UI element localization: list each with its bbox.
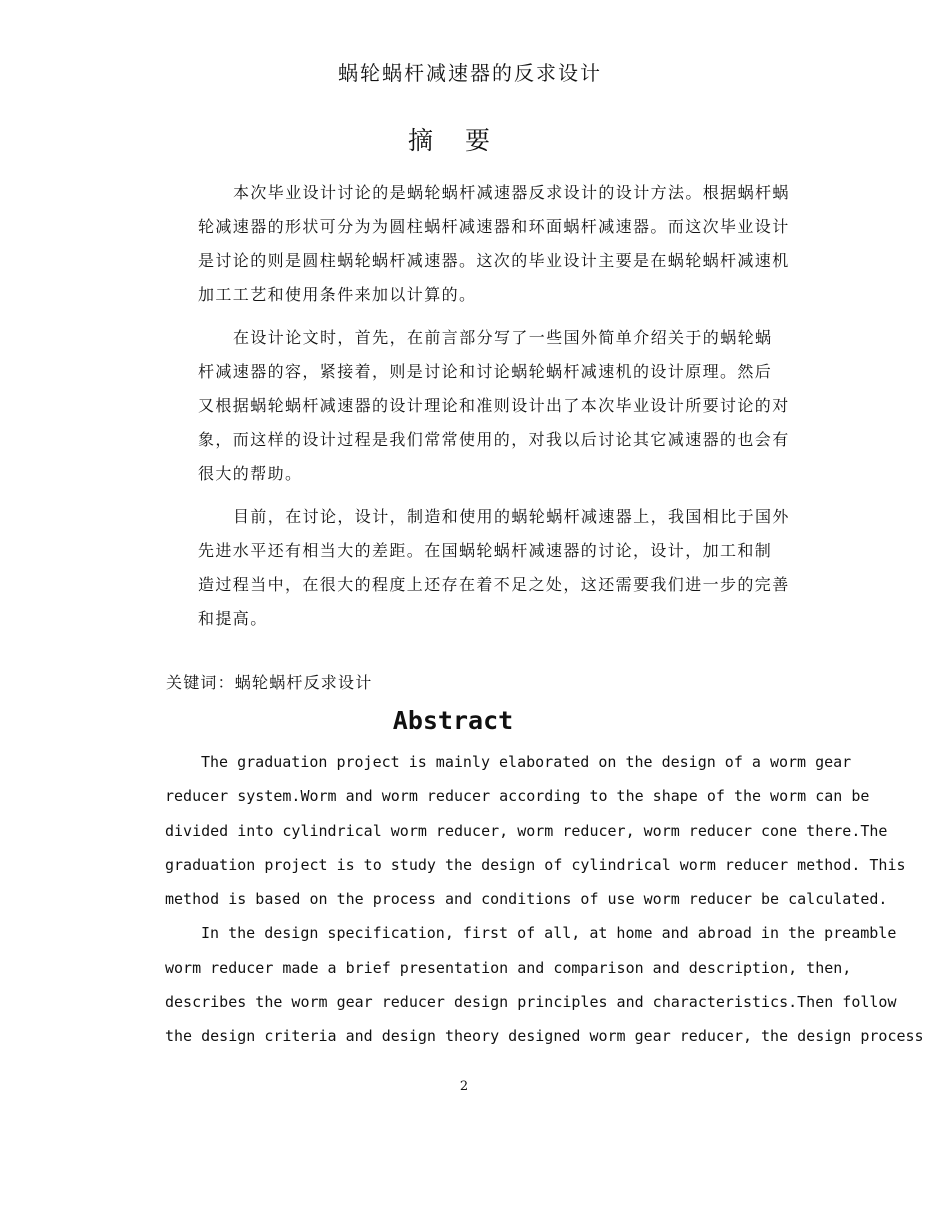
- chinese-abstract-paragraph-2: [166, 321, 790, 491]
- chinese-abstract-line: 是讨论的则是圆柱蜗轮蜗杆减速器。这次的毕业设计主要是在蜗轮蜗杆减速机: [198, 251, 790, 270]
- chinese-abstract-line: 和提高。: [198, 609, 268, 628]
- chinese-abstract-line: 先进水平还有相当大的差距。在国蜗轮蜗杆减速器的讨论，设计，加工和制: [198, 541, 773, 560]
- chinese-abstract-line: 造过程当中，在很大的程度上还存在着不足之处，这还需要我们进一步的完善: [198, 575, 790, 594]
- chinese-abstract-line: 在设计论文时，首先，在前言部分写了一些国外简单介绍关于的蜗轮蜗: [233, 328, 773, 347]
- english-abstract-heading: Abstract: [392, 706, 514, 735]
- chinese-abstract-heading: 摘 要: [408, 126, 502, 155]
- chinese-abstract-line: 杆减速器的容，紧接着，则是讨论和讨论蜗轮蜗杆减速机的设计原理。然后: [198, 362, 773, 381]
- chinese-abstract-line: 加工工艺和使用条件来加以计算的。: [198, 285, 477, 304]
- english-abstract-line: graduation project is to study the design of cylindrical worm reducer method. This: [165, 855, 906, 874]
- english-abstract-line: divided into cylindrical worm reducer, worm reducer, worm reducer cone there.The: [165, 821, 888, 840]
- keywords-line: 关键词：蜗轮蜗杆反求设计: [166, 673, 373, 692]
- chinese-abstract-line: 很大的帮助。: [198, 464, 303, 483]
- chinese-abstract-line: 又根据蜗轮蜗杆减速器的设计理论和准则设计出了本次毕业设计所要讨论的对: [198, 396, 790, 415]
- english-abstract-line: The graduation project is mainly elaborated on the design of a worm gear: [201, 753, 852, 771]
- document-title: 蜗轮蜗杆减速器的反求设计: [338, 61, 602, 85]
- page-number: 2: [459, 1079, 469, 1094]
- chinese-abstract-body: [166, 176, 790, 645]
- chinese-abstract-paragraph-1: [166, 176, 790, 312]
- english-abstract-line: In the design specification, first of all, at home and abroad in the preamble: [201, 924, 897, 943]
- english-abstract-line: method is based on the process and conditions of use worm reducer be calculated.: [165, 890, 888, 909]
- english-abstract-line: the design criteria and design theory designed worm gear reducer, the design process: [165, 1027, 924, 1046]
- english-abstract-line: worm reducer made a brief presentation and comparison and description, then,: [165, 958, 852, 977]
- chinese-abstract-line: 轮减速器的形状可分为为圆柱蜗杆减速器和环面蜗杆减速器。而这次毕业设计: [198, 217, 790, 236]
- chinese-abstract-paragraph-3: [166, 500, 790, 636]
- chinese-abstract-line: 象，而这样的设计过程是我们常常使用的，对我以后讨论其它减速器的也会有: [198, 430, 790, 449]
- english-abstract-body: [165, 745, 925, 1054]
- chinese-abstract-line: 目前，在讨论，设计，制造和使用的蜗轮蜗杆减速器上，我国相比于国外: [233, 507, 790, 526]
- english-abstract-line: reducer system.Worm and worm reducer according to the shape of the worm can be: [165, 787, 870, 806]
- english-abstract-line: describes the worm gear reducer design principles and characteristics.Then follow: [165, 993, 897, 1012]
- chinese-abstract-line: 本次毕业设计讨论的是蜗轮蜗杆减速器反求设计的设计方法。根据蜗杆蜗: [233, 183, 790, 202]
